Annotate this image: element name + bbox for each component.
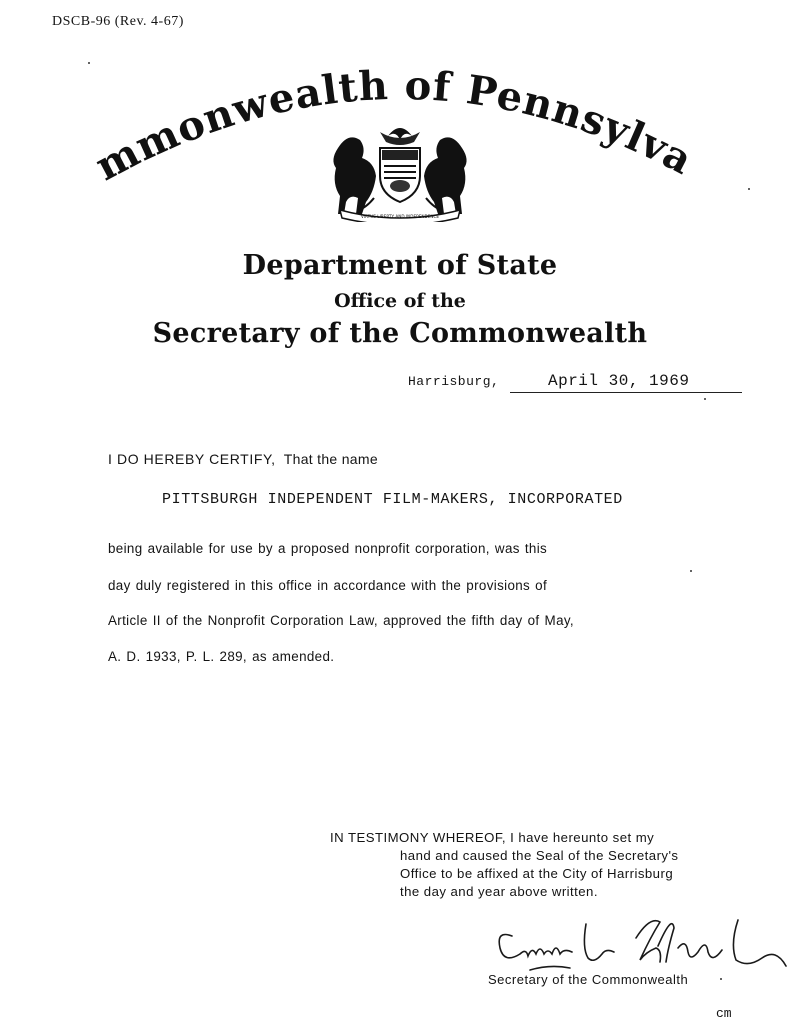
testimony-line: hand and caused the Seal of the Secretary's <box>400 848 679 863</box>
entity-name: PITTSBURGH INDEPENDENT FILM-MAKERS, INCORPORATED <box>162 491 623 508</box>
seal-motto: VIRTUE LIBERTY AND INDEPENDENCE <box>360 214 440 219</box>
date-underline <box>510 392 742 393</box>
certify-statement <box>108 451 378 467</box>
place-label: Harrisburg, <box>408 374 500 389</box>
testimony-line: IN TESTIMONY WHEREOF, I have hereunto set my <box>330 830 655 845</box>
typist-initials: cm <box>716 1006 732 1021</box>
testimony-line: the day and year above written. <box>400 884 598 899</box>
department-title: Department of State <box>242 250 558 281</box>
office-subtitle: Office of the <box>334 290 466 312</box>
body-line: day duly registered in this office in accordance with the provisions of <box>108 578 548 593</box>
body-line: Article II of the Nonprofit Corporation Law, approved the fifth day of May, <box>108 613 574 628</box>
scan-speck <box>748 188 750 190</box>
scan-speck <box>690 570 692 572</box>
scan-speck <box>704 398 706 400</box>
date-value: April 30, 1969 <box>548 372 690 390</box>
signature-title: Secretary of the Commonwealth <box>488 972 689 987</box>
body-line: being available for use by a proposed nonprofit corporation, was this <box>108 541 548 556</box>
testimony-line: Office to be affixed at the City of Harrisburg <box>400 866 674 881</box>
form-code: DSCB-96 (Rev. 4-67) <box>52 14 184 29</box>
signature <box>490 908 790 978</box>
certify-rest: That the name <box>283 451 378 467</box>
body-line: A. D. 1933, P. L. 289, as amended. <box>108 649 335 664</box>
commonwealth-title: mmonwealth of Pennsylva <box>90 61 701 190</box>
secretary-title: Secretary of the Commonwealth <box>152 318 648 349</box>
scan-speck <box>88 62 90 64</box>
scan-speck <box>720 978 722 980</box>
certify-lead: I DO HEREBY CERTIFY, <box>108 451 276 467</box>
state-seal-icon <box>318 118 482 222</box>
